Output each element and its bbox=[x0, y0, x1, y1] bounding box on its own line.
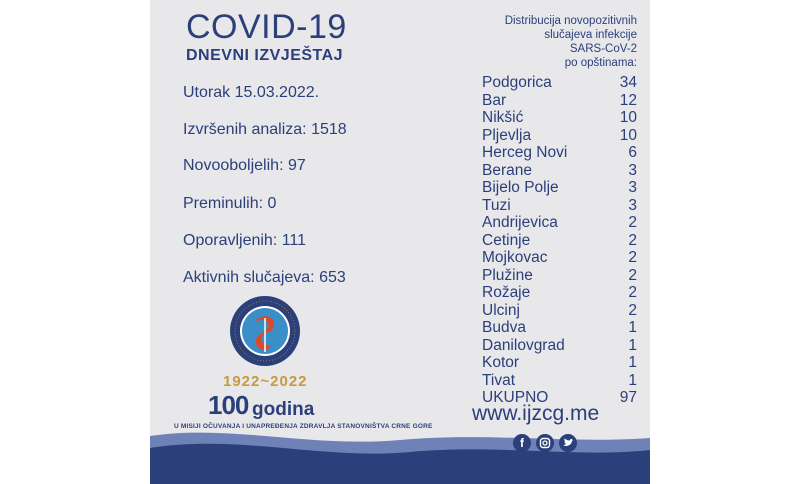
municipality-count: 1 bbox=[628, 354, 637, 371]
report-subtitle: DNEVNI IZVJEŠTAJ bbox=[186, 47, 344, 64]
municipality-name: Pljevlja bbox=[482, 126, 532, 144]
analyses-stat: Izvršenih analiza: 1518 bbox=[183, 121, 347, 138]
deaths-stat: Preminulih: 0 bbox=[183, 195, 277, 212]
distribution-heading-line: Distribucija novopozitivnih bbox=[504, 15, 637, 27]
municipality-row bbox=[482, 74, 637, 92]
municipality-row bbox=[482, 214, 637, 232]
municipality-row bbox=[482, 162, 637, 180]
municipality-count: 6 bbox=[628, 144, 637, 161]
new-cases-stat: Novooboljelih: 97 bbox=[183, 157, 306, 174]
instagram-icon[interactable] bbox=[536, 434, 554, 452]
municipality-name: Nikšić bbox=[482, 109, 524, 126]
facebook-icon[interactable]: f bbox=[513, 434, 531, 452]
municipality-name: Berane bbox=[482, 161, 532, 179]
municipality-name: Podgorica bbox=[482, 74, 552, 91]
municipality-count: 1 bbox=[628, 336, 637, 354]
municipality-name: UKUPNO bbox=[482, 389, 549, 406]
report-date: Utorak 15.03.2022. bbox=[183, 84, 320, 101]
municipality-count: 2 bbox=[628, 301, 637, 319]
municipality-row bbox=[482, 232, 637, 250]
municipality-name: Kotor bbox=[482, 354, 520, 371]
municipality-name: Plužine bbox=[482, 266, 533, 284]
municipality-name: Tivat bbox=[482, 371, 516, 389]
twitter-icon[interactable] bbox=[559, 434, 577, 452]
municipality-name: Danilovgrad bbox=[482, 336, 565, 354]
municipality-count: 3 bbox=[628, 179, 637, 196]
recovered-stat: Oporavljenih: 111 bbox=[183, 232, 307, 249]
municipality-count: 10 bbox=[619, 109, 637, 126]
municipality-count: 3 bbox=[628, 161, 637, 179]
municipality-row bbox=[482, 127, 637, 145]
active-stat: Aktivnih slučajeva: 653 bbox=[183, 269, 346, 286]
municipality-row bbox=[482, 92, 637, 110]
municipality-count: 10 bbox=[619, 126, 637, 144]
municipality-count: 1 bbox=[628, 371, 637, 389]
distribution-heading bbox=[437, 14, 637, 70]
website-link[interactable]: www.ijzcg.me bbox=[472, 402, 600, 425]
municipality-name: Rožaje bbox=[482, 284, 531, 301]
municipality-count: 12 bbox=[619, 91, 637, 109]
municipality-row bbox=[482, 354, 637, 372]
municipality-name: Tuzi bbox=[482, 196, 511, 214]
distribution-heading-line: po opštinama: bbox=[564, 57, 637, 69]
municipality-count: 1 bbox=[628, 319, 637, 336]
municipality-count: 2 bbox=[628, 284, 637, 301]
institute-logo bbox=[228, 294, 302, 368]
municipality-row bbox=[482, 337, 637, 355]
municipality-row bbox=[482, 284, 637, 302]
municipality-name: Mojkovac bbox=[482, 249, 548, 266]
municipality-name: Bijelo Polje bbox=[482, 179, 559, 196]
municipality-row bbox=[482, 197, 637, 215]
municipality-count: 2 bbox=[628, 231, 637, 249]
anniversary-word: godina bbox=[252, 399, 315, 420]
anniversary-number: 100 bbox=[208, 390, 249, 420]
distribution-heading-line: slučajeva infekcije bbox=[544, 29, 637, 41]
municipality-count: 2 bbox=[628, 214, 637, 231]
municipality-count: 2 bbox=[628, 266, 637, 284]
institute-motto: U MISIJI OČUVANJA I UNAPREĐENJA ZDRAVLJA STANOVNIŠTVA CRNE GORE bbox=[174, 423, 433, 430]
anniversary-years: 1922~2022 bbox=[223, 373, 308, 390]
municipality-row bbox=[482, 109, 637, 127]
municipality-name: Ulcinj bbox=[482, 301, 520, 319]
municipality-count: 2 bbox=[628, 249, 637, 266]
distribution-heading-line: SARS-CoV-2 bbox=[569, 43, 637, 55]
municipality-name: Herceg Novi bbox=[482, 144, 568, 161]
municipality-name: Andrijevica bbox=[482, 214, 558, 231]
municipality-count: 34 bbox=[619, 74, 637, 91]
municipality-row bbox=[482, 249, 637, 267]
report-card bbox=[150, 0, 650, 484]
municipality-row bbox=[482, 144, 637, 162]
municipality-row bbox=[482, 302, 637, 320]
municipality-name: Bar bbox=[482, 91, 507, 109]
municipality-row bbox=[482, 372, 637, 390]
municipality-row bbox=[482, 319, 637, 337]
municipality-name: Cetinje bbox=[482, 231, 531, 249]
municipality-count: 97 bbox=[619, 389, 637, 406]
municipality-name: Budva bbox=[482, 319, 526, 336]
municipality-row bbox=[482, 267, 637, 285]
municipality-row bbox=[482, 179, 637, 197]
report-title: COVID-19 bbox=[186, 8, 347, 46]
municipality-count: 3 bbox=[628, 196, 637, 214]
